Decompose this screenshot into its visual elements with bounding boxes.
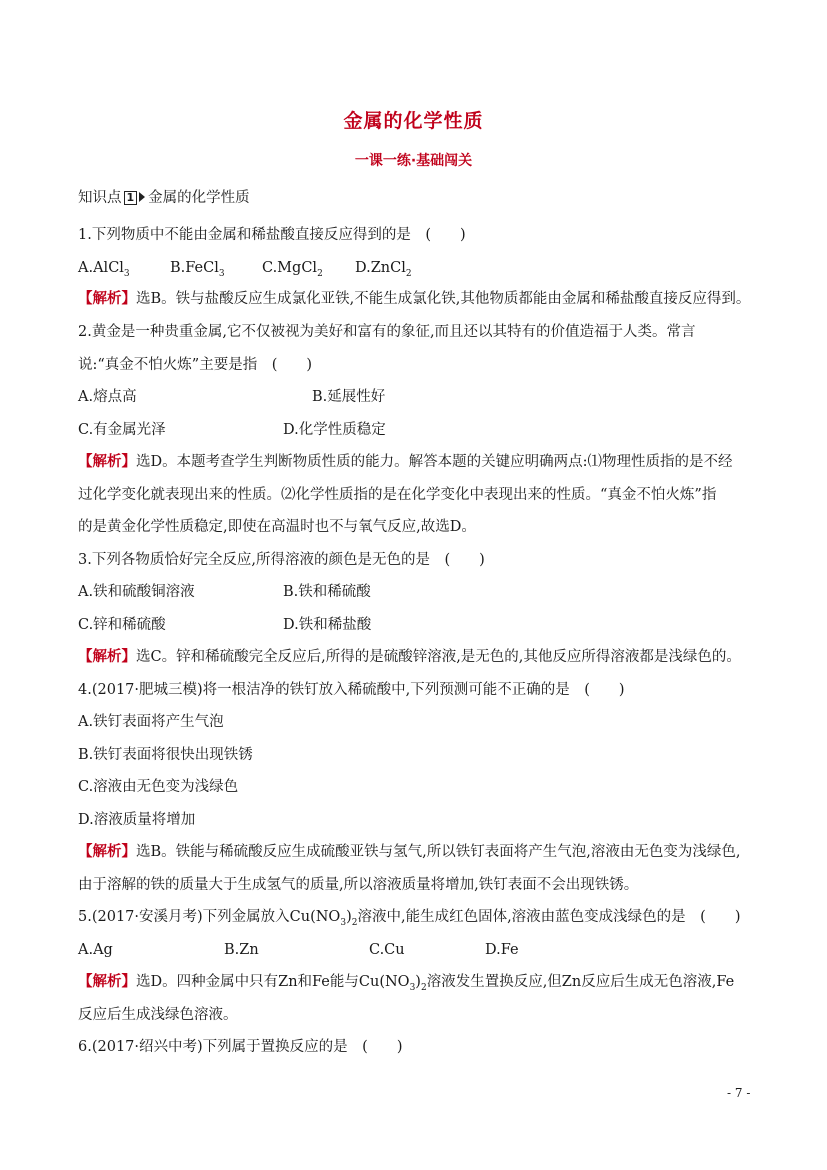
q1-stem: 1.下列物质中不能由金属和稀盐酸直接反应得到的是 ( ) [78, 227, 466, 243]
q3-option-b: B.铁和稀硫酸 [283, 584, 371, 600]
analysis-tag: 【解析】 [78, 843, 136, 860]
q2-option-b: B.延展性好 [312, 389, 386, 405]
q2-stem-line1: 2.黄金是一种贵重金属,它不仅被视为美好和富有的象征,而且还以其特有的价值造福于人类。常言 [78, 324, 696, 340]
q4-option-c: C.溶液由无色变为浅绿色 [78, 779, 239, 795]
analysis-tag: 【解析】 [78, 290, 136, 307]
q2-analysis-line2: 过化学变化就表现出来的性质。⑵化学性质指的是在化学变化中表现出来的性质。“真金不怕火炼”指 [78, 487, 717, 503]
q4-option-d: D.溶液质量将增加 [78, 812, 196, 828]
q3-analysis: 【解析】选C。锌和稀硫酸完全反应后,所得的是硫酸锌溶液,是无色的,其他反应所得溶液都是浅绿色的。 [78, 648, 741, 665]
q5-analysis-line1: 【解析】选D。四种金属中只有Zn和Fe能与$Cu(NO_3)_2$溶液发生置换反应,但Zn反应后生成无色溶液,Fe [78, 973, 735, 993]
q3-option-a: A.铁和硫酸铜溶液 [78, 584, 195, 600]
knowledge-point-topic: 金属的化学性质 [148, 190, 250, 206]
page-number: - 7 - [727, 1086, 751, 1100]
q2-option-c: C.有金属光泽 [78, 422, 166, 438]
q6-stem: 6.(2017·绍兴中考)下列属于置换反应的是 ( ) [78, 1039, 403, 1055]
q3-option-d: D.铁和稀盐酸 [283, 617, 372, 633]
q5-stem: 5.(2017·安溪月考)下列金属放入$Cu(NO_3)_2$溶液中,能生成红色固体,溶液由蓝色变成浅绿色的是 ( ) [78, 909, 741, 928]
q4-analysis-line2: 由于溶解的铁的质量大于生成氢气的质量,所以溶液质量将增加,铁钉表面不会出现铁锈。 [78, 877, 639, 893]
q1-option-c: C.MgCl$_2$ [262, 260, 323, 279]
q4-stem: 4.(2017·肥城三模)将一根洁净的铁钉放入稀硫酸中,下列预测可能不正确的是 ( ) [78, 682, 625, 698]
analysis-tag: 【解析】 [78, 453, 136, 470]
q2-option-a: A.熔点高 [78, 389, 137, 405]
q5-option-b: B.Zn [224, 942, 259, 958]
q2-option-d: D.化学性质稳定 [283, 422, 386, 438]
q1-option-d: D.ZnCl$_2$ [355, 260, 412, 279]
q4-option-a: A.铁钉表面将产生气泡 [78, 714, 224, 730]
q2-analysis-line3: 的是黄金化学性质稳定,即使在高温时也不与氧气反应,故选D。 [78, 519, 476, 535]
q2-stem-line2: 说:“真金不怕火炼”主要是指 ( ) [78, 357, 313, 373]
q4-option-b: B.铁钉表面将很快出现铁锈 [78, 747, 253, 763]
knowledge-point-number: 1 [124, 191, 138, 205]
q5-option-d: D.Fe [485, 942, 519, 958]
knowledge-point-heading [78, 188, 250, 208]
triangle-right-icon [139, 192, 145, 202]
analysis-tag: 【解析】 [78, 973, 136, 990]
q1-option-a: A.AlCl$_3$ [78, 260, 130, 279]
analysis-tag: 【解析】 [78, 648, 136, 665]
q3-option-c: C.锌和稀硫酸 [78, 617, 166, 633]
q1-option-b: B.FeCl$_3$ [170, 260, 225, 279]
q2-analysis-line1: 【解析】选D。本题考查学生判断物质性质的能力。解答本题的关键应明确两点:⑴物理性质指的是不经 [78, 453, 733, 470]
page-subtitle: 一课一练·基础闯关 [354, 153, 473, 169]
page-title: 金属的化学性质 [343, 110, 484, 132]
q5-option-a: A.Ag [78, 942, 113, 958]
q3-stem: 3.下列各物质恰好完全反应,所得溶液的颜色是无色的是 ( ) [78, 552, 485, 568]
q1-analysis: 【解析】选B。铁与盐酸反应生成氯化亚铁,不能生成氯化铁,其他物质都能由金属和稀盐酸直接反应得到。 [78, 290, 751, 307]
q4-analysis-line1: 【解析】选B。铁能与稀硫酸反应生成硫酸亚铁与氢气,所以铁钉表面将产生气泡,溶液由无色变为浅绿色, [78, 843, 741, 860]
q5-analysis-line2: 反应后生成浅绿色溶液。 [78, 1007, 238, 1023]
q5-option-c: C.Cu [369, 942, 405, 958]
knowledge-point-label: 知识点 [78, 190, 122, 206]
